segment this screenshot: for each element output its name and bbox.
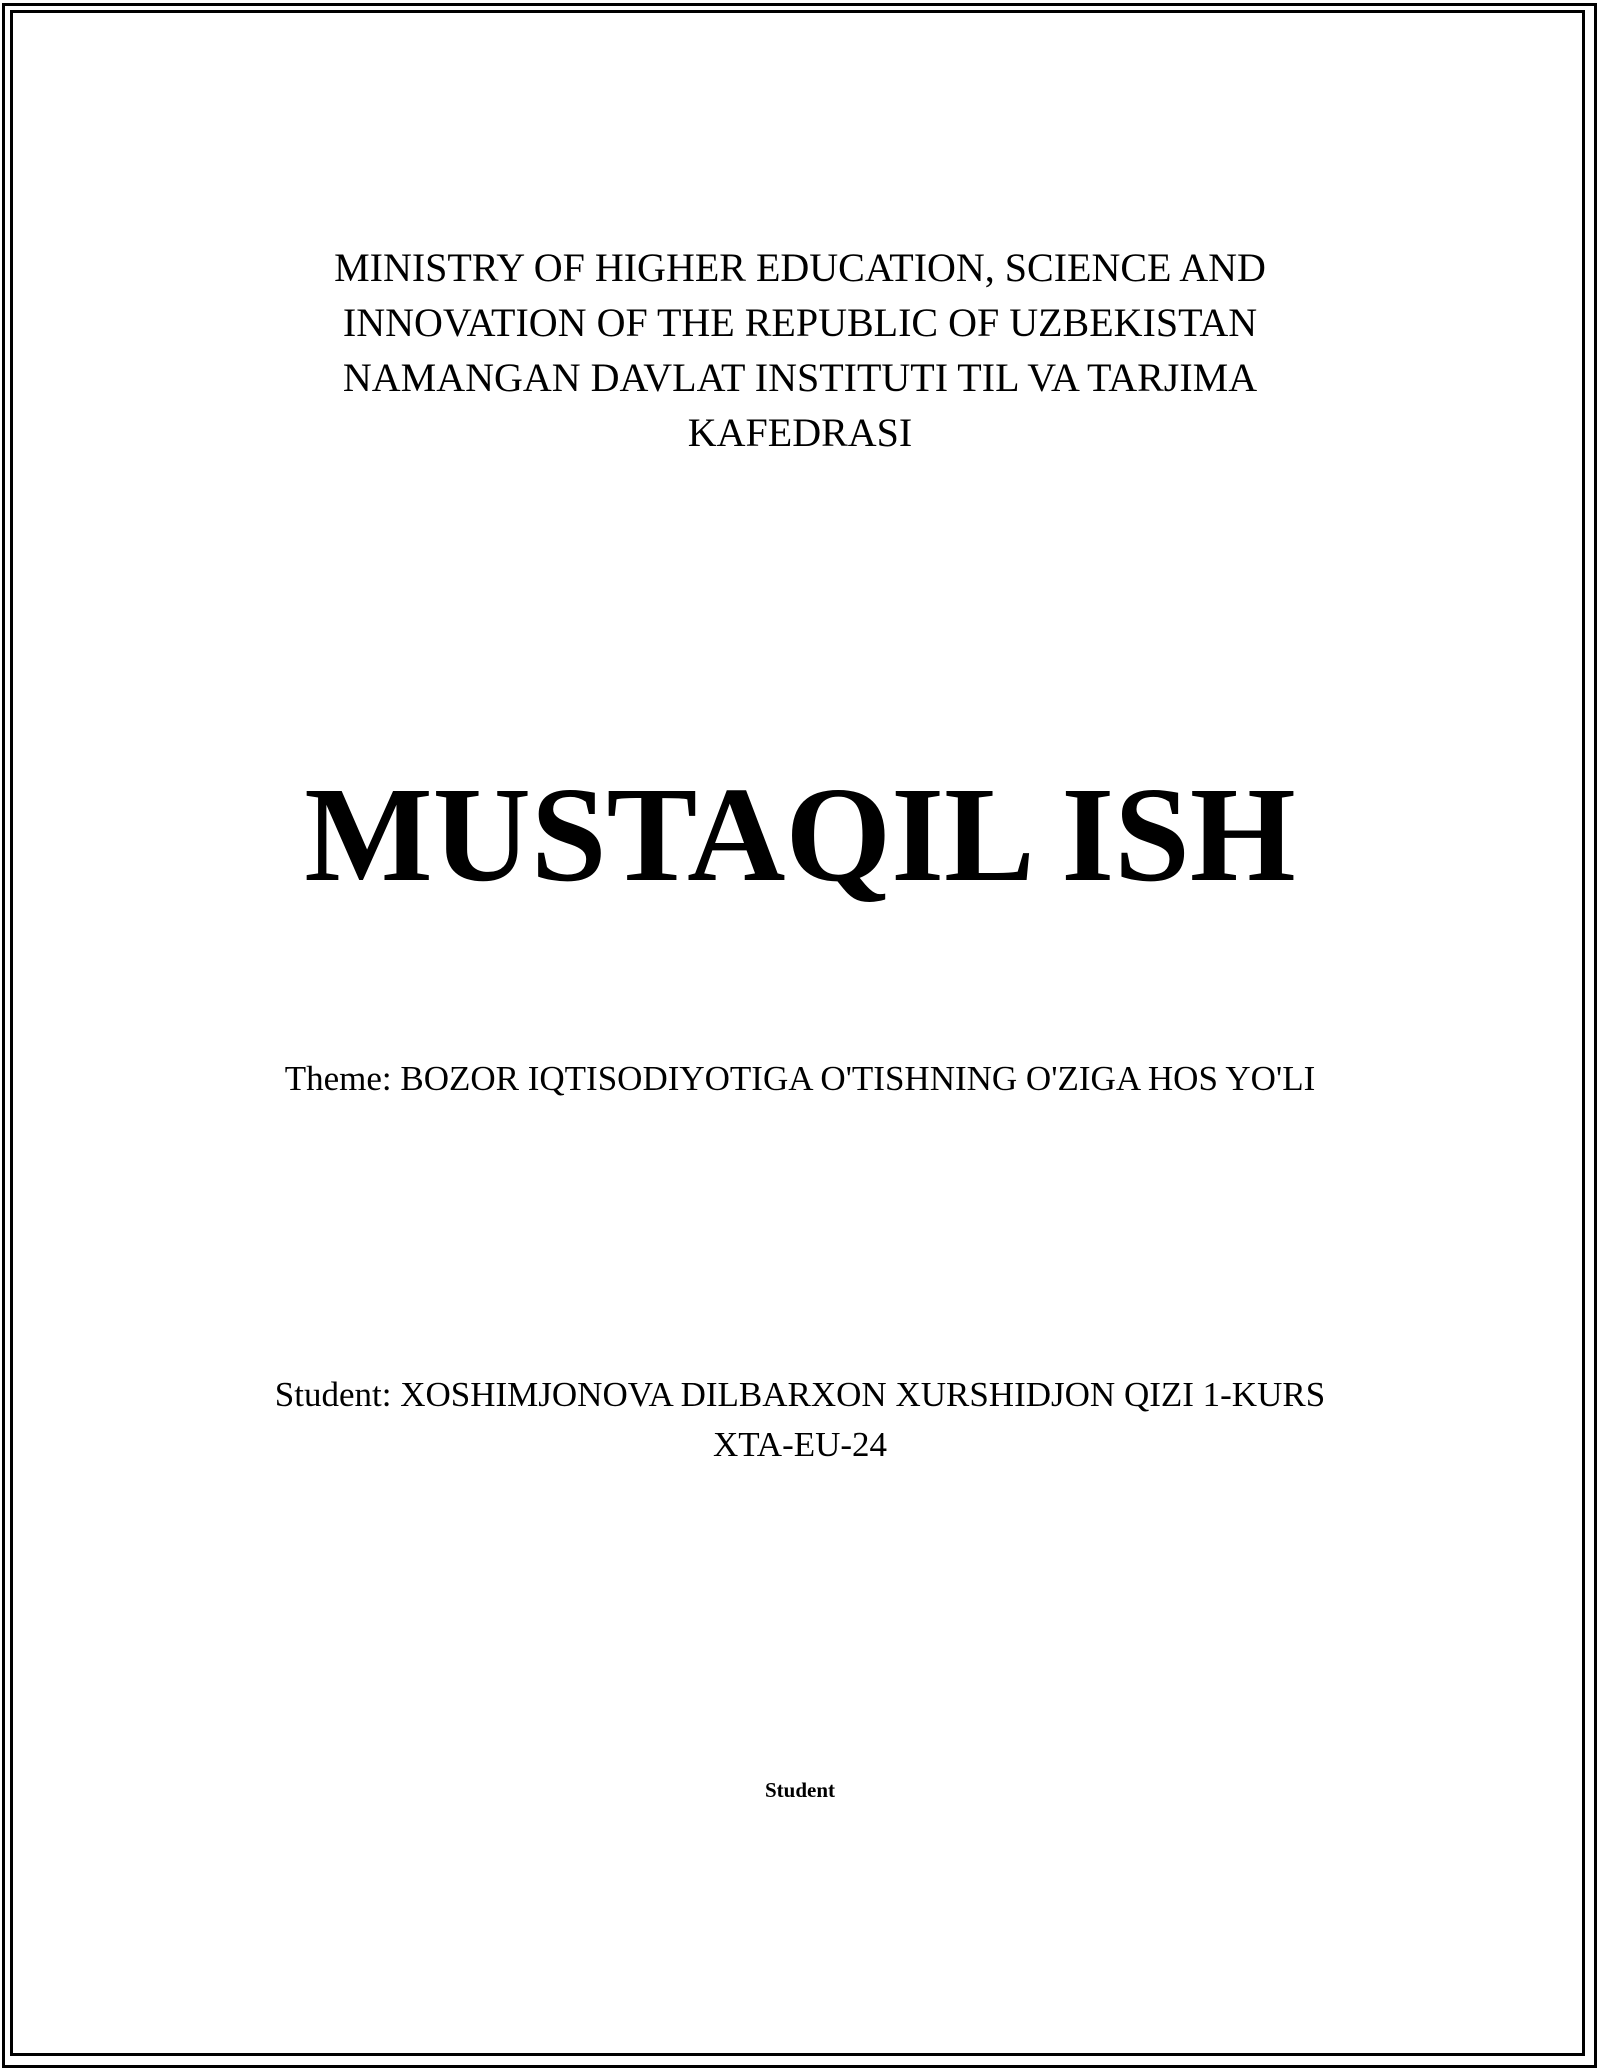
footer-student-label: Student bbox=[764, 1778, 836, 1802]
ministry-line-1: MINISTRY OF HIGHER EDUCATION, SCIENCE AND bbox=[334, 245, 1266, 290]
ministry-header bbox=[0, 240, 1600, 460]
ministry-line-4: KAFEDRASI bbox=[687, 410, 913, 455]
ministry-line-3: NAMANGAN DAVLAT INSTITUTI TIL VA TARJIMA bbox=[342, 355, 1258, 400]
document-title: MUSTAQIL ISH bbox=[304, 760, 1296, 910]
student-name-line: Student: XOSHIMJONOVA DILBARXON XURSHIDJON QIZI 1-KURS bbox=[274, 1375, 1326, 1414]
ministry-line-2: INNOVATION OF THE REPUBLIC OF UZBEKISTAN bbox=[342, 300, 1258, 345]
student-group-line: XTA-EU-24 bbox=[712, 1425, 888, 1464]
theme-line: Theme: BOZOR IQTISODIYOTIGA O'TISHNING O'ZIGA HOS YO'LI bbox=[284, 1059, 1316, 1098]
student-info bbox=[0, 1370, 1600, 1470]
